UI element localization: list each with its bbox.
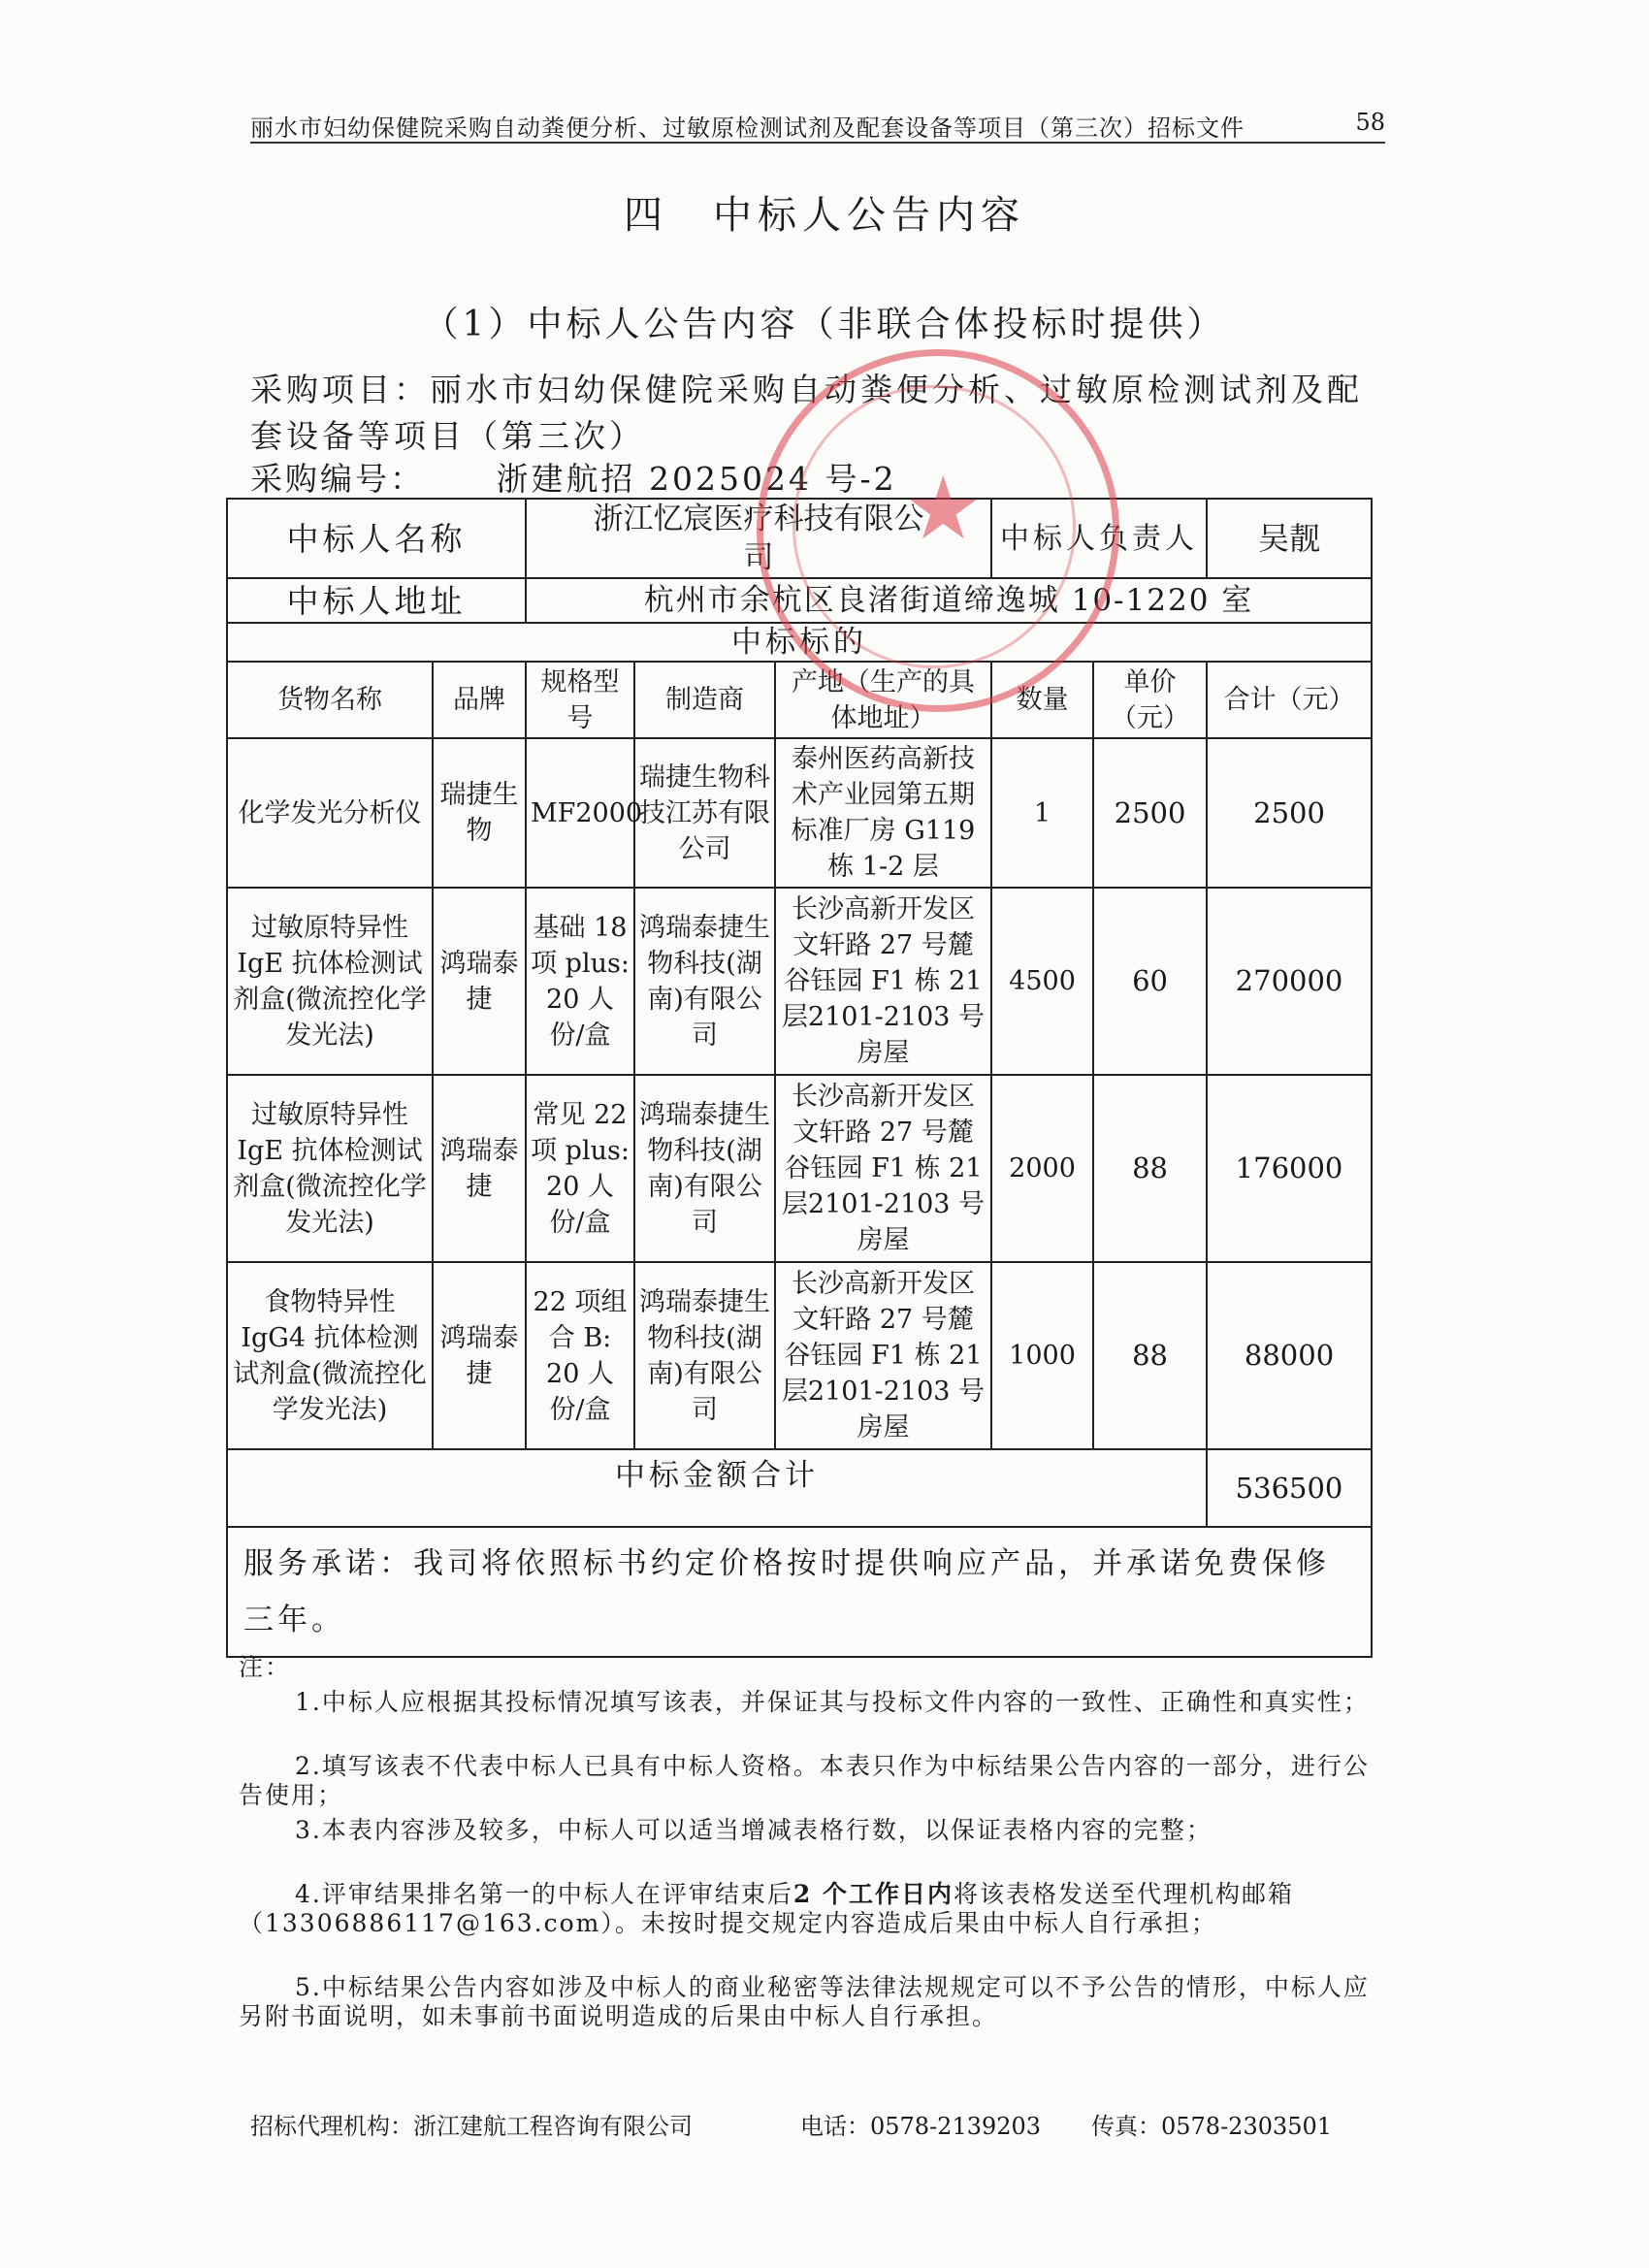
col-header: 数量 bbox=[991, 662, 1093, 738]
item-origin: 泰州医药高新技术产业园第五期标准厂房 G119 栋 1-2 层 bbox=[775, 738, 991, 888]
footer-agency: 招标代理机构：浙江建航工程咨询有限公司 bbox=[250, 2113, 693, 2140]
note-5: 5.中标结果公告内容如涉及中标人的商业秘密等法律法规规定可以不予公告的情形，中标人应另附书面说明，如未事前书面说明造成的后果由中标人自行承担。 bbox=[239, 1973, 1370, 2030]
col-header: 货物名称 bbox=[227, 662, 433, 738]
item-brand: 瑞捷生物 bbox=[433, 738, 526, 888]
item-total: 176000 bbox=[1207, 1075, 1372, 1262]
note-4 bbox=[239, 1880, 1374, 1938]
page-header bbox=[250, 109, 1385, 144]
column-header-row bbox=[227, 662, 1372, 738]
table-row bbox=[227, 888, 1372, 1075]
item-model: MF2000 bbox=[526, 738, 634, 888]
note-4-text-rest: 将该表格发送至代理机构邮箱（13306886117@163.com）。未按时提交规定内容造成后果由中标人自行承担； bbox=[239, 1880, 1294, 1937]
col-header: 品牌 bbox=[433, 662, 526, 738]
winner-person-label: 中标人负责人 bbox=[991, 499, 1207, 578]
item-origin: 长沙高新开发区文轩路 27 号麓谷钰园 F1 栋 21层2101-2103 号房屋 bbox=[775, 1262, 991, 1449]
note-4-deadline: 2 个工作日内 bbox=[792, 1880, 954, 1908]
code-label: 采购编号： bbox=[250, 460, 425, 498]
footer-fax: 传真：0578-2303501 bbox=[1091, 2113, 1333, 2140]
service-row bbox=[227, 1527, 1372, 1657]
seal-star-icon: ★ bbox=[904, 458, 983, 560]
sum-row bbox=[227, 1449, 1372, 1527]
item-maker: 鸿瑞泰捷生物科技(湖南)有限公司 bbox=[634, 888, 775, 1075]
item-brand: 鸿瑞泰捷 bbox=[433, 1075, 526, 1262]
item-maker: 鸿瑞泰捷生物科技(湖南)有限公司 bbox=[634, 1075, 775, 1262]
service-commitment: 服务承诺：我司将依照标书约定价格按时提供响应产品，并承诺免费保修三年。 bbox=[227, 1527, 1372, 1657]
col-header: 单价（元） bbox=[1093, 662, 1207, 738]
item-origin: 长沙高新开发区文轩路 27 号麓谷钰园 F1 栋 21层2101-2103 号房屋 bbox=[775, 1075, 991, 1262]
item-qty: 1000 bbox=[991, 1262, 1093, 1449]
item-model: 常见 22 项 plus: 20 人份/盒 bbox=[526, 1075, 634, 1262]
project-label: 采购项目： bbox=[250, 371, 430, 408]
winner-table bbox=[226, 498, 1373, 1658]
code-value: 浙建航招 2025024 号-2 bbox=[496, 460, 897, 498]
item-name: 过敏原特异性 IgE 抗体检测试剂盒(微流控化学发光法) bbox=[227, 1075, 433, 1262]
col-header: 合计（元） bbox=[1207, 662, 1372, 738]
section-title: 四 中标人公告内容 bbox=[624, 193, 1025, 238]
header-title: 丽水市妇幼保健院采购自动粪便分析、过敏原检测试剂及配套设备等项目（第三次）招标文件 bbox=[250, 114, 1245, 142]
notes-title: 注： bbox=[239, 1653, 292, 1681]
winner-address: 杭州市余杭区良渚街道缔逸城 10-1220 室 bbox=[526, 578, 1372, 623]
item-origin: 长沙高新开发区文轩路 27 号麓谷钰园 F1 栋 21层2101-2103 号房屋 bbox=[775, 888, 991, 1075]
item-price: 88 bbox=[1093, 1262, 1207, 1449]
item-brand: 鸿瑞泰捷 bbox=[433, 1262, 526, 1449]
col-header: 规格型号 bbox=[526, 662, 634, 738]
winner-name: 浙江忆宸医疗科技有限公司 bbox=[526, 499, 991, 578]
item-brand: 鸿瑞泰捷 bbox=[433, 888, 526, 1075]
note-2: 2.填写该表不代表中标人已具有中标人资格。本表只作为中标结果公告内容的一部分，进行公告使用； bbox=[239, 1752, 1370, 1809]
sum-value: 536500 bbox=[1207, 1449, 1372, 1527]
winner-address-label: 中标人地址 bbox=[227, 578, 526, 623]
item-name: 化学发光分析仪 bbox=[227, 738, 433, 888]
table-row bbox=[227, 738, 1372, 888]
item-price: 88 bbox=[1093, 1075, 1207, 1262]
subtitle: （1）中标人公告内容（非联合体投标时提供） bbox=[423, 305, 1226, 344]
item-name: 过敏原特异性 IgE 抗体检测试剂盒(微流控化学发光法) bbox=[227, 888, 433, 1075]
winner-person: 吴靓 bbox=[1207, 499, 1372, 578]
item-model: 基础 18 项 plus: 20 人份/盒 bbox=[526, 888, 634, 1075]
subject-label: 中标标的 bbox=[227, 623, 1372, 662]
footer-tel: 电话：0578-2139203 bbox=[800, 2113, 1042, 2140]
item-maker: 鸿瑞泰捷生物科技(湖南)有限公司 bbox=[634, 1262, 775, 1449]
item-total: 2500 bbox=[1207, 738, 1372, 888]
item-price: 2500 bbox=[1093, 738, 1207, 888]
code-line bbox=[250, 454, 897, 500]
item-total: 88000 bbox=[1207, 1262, 1372, 1449]
note-1: 1.中标人应根据其投标情况填写该表，并保证其与投标文件内容的一致性、正确性和真实性； bbox=[295, 1688, 1370, 1716]
item-price: 60 bbox=[1093, 888, 1207, 1075]
project-value: 丽水市妇幼保健院采购自动粪便分析、过敏原检测试剂及配套设备等项目（第三次） bbox=[250, 371, 1363, 455]
col-header: 产地（生产的具体地址） bbox=[775, 662, 991, 738]
item-model: 22 项组合 B: 20 人份/盒 bbox=[526, 1262, 634, 1449]
winner-name-label: 中标人名称 bbox=[227, 499, 526, 578]
sum-label: 中标金额合计 bbox=[227, 1449, 1207, 1527]
note-3: 3.本表内容涉及较多，中标人可以适当增减表格行数，以保证表格内容的完整； bbox=[295, 1816, 1212, 1844]
item-total: 270000 bbox=[1207, 888, 1372, 1075]
item-qty: 1 bbox=[991, 738, 1093, 888]
project-line bbox=[250, 367, 1375, 460]
table-row bbox=[227, 1075, 1372, 1262]
item-maker: 瑞捷生物科技江苏有限公司 bbox=[634, 738, 775, 888]
note-4-text: 4.评审结果排名第一的中标人在评审结束后 bbox=[295, 1880, 793, 1908]
item-name: 食物特异性 IgG4 抗体检测试剂盒(微流控化学发光法) bbox=[227, 1262, 433, 1449]
page-number: 58 bbox=[1355, 109, 1385, 136]
col-header: 制造商 bbox=[634, 662, 775, 738]
table-row bbox=[227, 1262, 1372, 1449]
item-qty: 4500 bbox=[991, 888, 1093, 1075]
item-qty: 2000 bbox=[991, 1075, 1093, 1262]
